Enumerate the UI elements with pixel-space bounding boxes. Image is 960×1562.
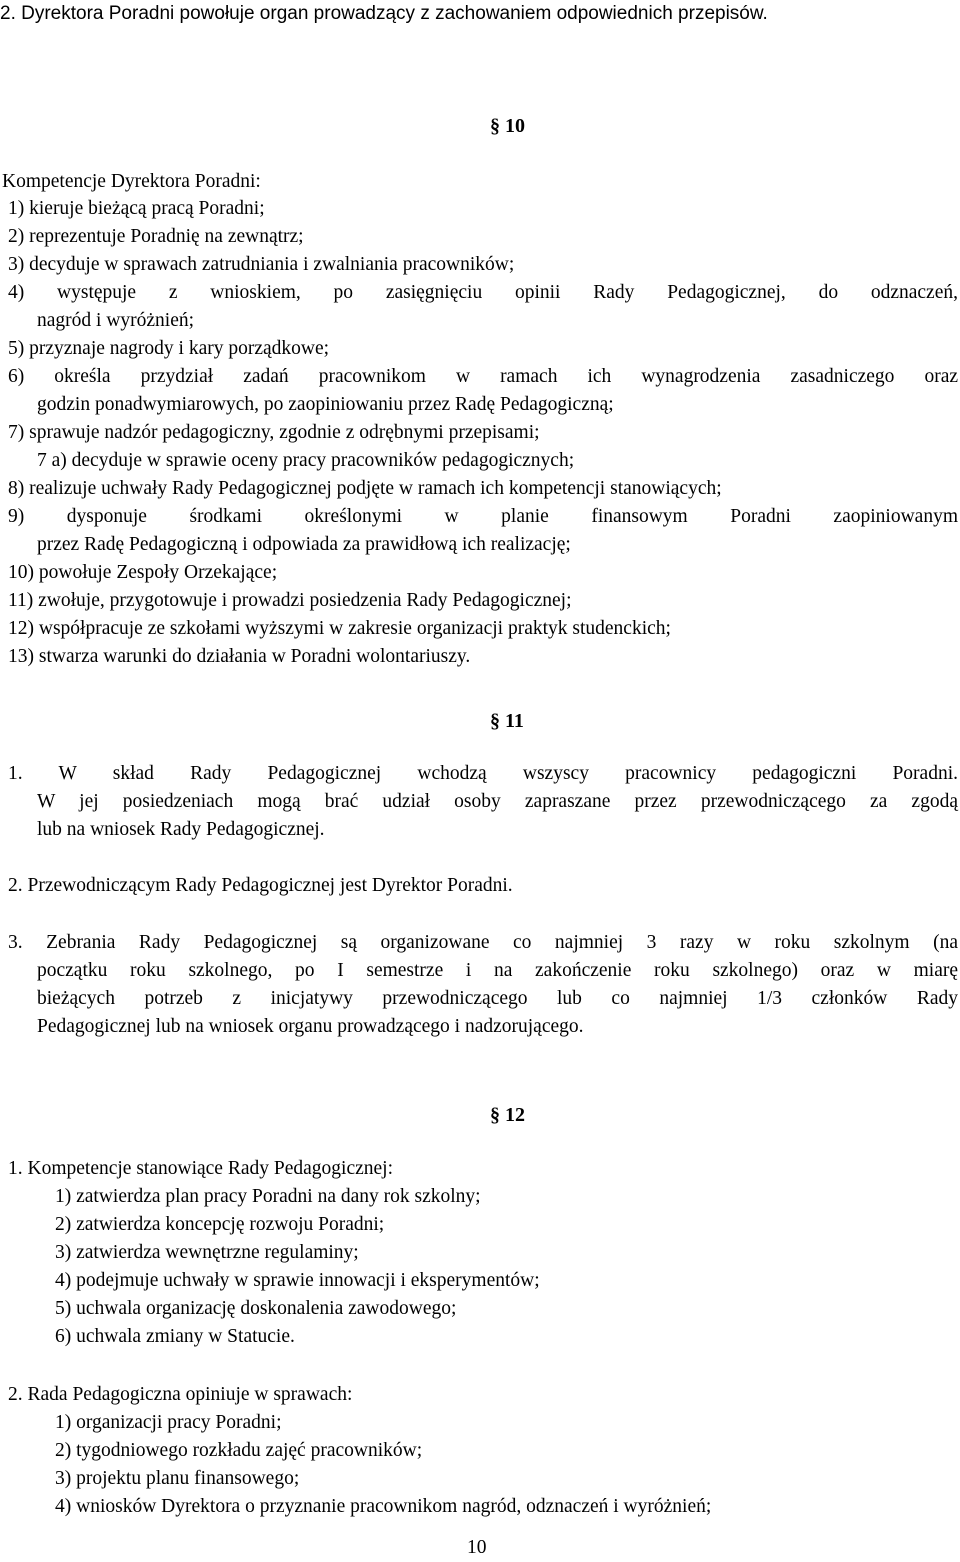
s12-para-2-item-4: 4) wniosków Dyrektora o przyznanie pracownikom nagród, odznaczeń i wyróżnień; [55,1496,712,1517]
s11-para-2: 2. Przewodniczącym Rady Pedagogicznej jest Dyrektor Poradni. [8,875,513,896]
s10-item-8: 8) realizuje uchwały Rady Pedagogicznej podjęte w ramach ich kompetencji stanowiących; [8,478,722,499]
s10-item-12: 12) współpracuje ze szkołami wyższymi w zakresie organizacji praktyk studenckich; [8,618,671,639]
s12-para-2-item-3: 3) projektu planu finansowego; [55,1468,300,1489]
s12-para-1-item-2: 2) zatwierdza koncepcję rozwoju Poradni; [55,1214,385,1235]
s10-item-2: 2) reprezentuje Poradnię na zewnątrz; [8,226,304,247]
s11-para-1-line3: lub na wniosek Rady Pedagogicznej. [37,819,325,840]
s10-item-11: 11) zwołuje, przygotowuje i prowadzi posiedzenia Rady Pedagogicznej; [8,590,572,611]
s11-para-1-line1: 1. W skład Rady Pedagogicznej wchodzą wszyscy pracownicy pedagogiczni Poradni. [8,763,958,784]
s10-item-7: 7) sprawuje nadzór pedagogiczny, zgodnie z odrębnymi przepisami; [8,422,540,443]
s10-item-6-line2: godzin ponadwymiarowych, po zaopiniowaniu przez Radę Pedagogiczną; [37,394,614,415]
section-12-heading: § 12 [490,1104,525,1126]
s12-para-1: 1. Kompetencje stanowiące Rady Pedagogicznej: [8,1158,393,1179]
s12-para-1-item-4: 4) podejmuje uchwały w sprawie innowacji i eksperymentów; [55,1270,540,1291]
s10-item-9-line1: 9) dysponuje środkami określonymi w planie finansowym Poradni zaopiniowanym [8,506,958,527]
s10-intro: Kompetencje Dyrektora Poradni: [2,171,261,192]
s12-para-1-item-6: 6) uchwala zmiany w Statucie. [55,1326,295,1347]
s10-item-13: 13) stwarza warunki do działania w Poradni wolontariuszy. [8,646,471,667]
s12-para-1-item-5: 5) uchwala organizację doskonalenia zawodowego; [55,1298,457,1319]
s11-para-3-line3: bieżących potrzeb z inicjatywy przewodniczącego lub co najmniej 1/3 członków Rady [37,988,958,1009]
s12-para-1-item-1: 1) zatwierdza plan pracy Poradni na dany rok szkolny; [55,1186,481,1207]
s10-item-4-line2: nagród i wyróżnień; [37,310,195,331]
s10-item-10: 10) powołuje Zespoły Orzekające; [8,562,278,583]
s10-item-7a: 7 a) decyduje w sprawie oceny pracy pracowników pedagogicznych; [37,450,575,471]
section-11-heading: § 11 [490,710,524,732]
s10-item-1: 1) kieruje bieżącą pracą Poradni; [8,198,265,219]
s10-item-5: 5) przyznaje nagrody i kary porządkowe; [8,338,330,359]
s11-para-3-line4: Pedagogicznej lub na wniosek organu prowadzącego i nadzorującego. [37,1016,584,1037]
s12-para-2-item-2: 2) tygodniowego rozkładu zajęć pracowników; [55,1440,423,1461]
s10-item-3: 3) decyduje w sprawach zatrudniania i zwalniania pracowników; [8,254,515,275]
s12-para-2-item-1: 1) organizacji pracy Poradni; [55,1412,282,1433]
section-10-heading: § 10 [490,115,525,137]
s10-item-4-line1: 4) występuje z wnioskiem, po zasięgnięciu opinii Rady Pedagogicznej, do odznaczeń, [8,282,958,303]
page-number: 10 [467,1537,487,1558]
top-paragraph: 2. Dyrektora Poradni powołuje organ prowadzący z zachowaniem odpowiednich przepisów. [0,3,768,24]
s10-item-9-line2: przez Radę Pedagogiczną i odpowiada za prawidłową ich realizację; [37,534,571,555]
s10-item-6-line1: 6) określa przydział zadań pracownikom w ramach ich wynagrodzenia zasadniczego oraz [8,366,958,387]
s11-para-3-line1: 3. Zebrania Rady Pedagogicznej są organizowane co najmniej 3 razy w roku szkolnym (na [8,932,958,953]
s12-para-1-item-3: 3) zatwierdza wewnętrzne regulaminy; [55,1242,359,1263]
s11-para-3-line2: początku roku szkolnego, po I semestrze i na zakończenie roku szkolnego) oraz w miarę [37,960,958,981]
s11-para-1-line2: W jej posiedzeniach mogą brać udział osoby zapraszane przez przewodniczącego za zgodą [37,791,958,812]
s12-para-2: 2. Rada Pedagogiczna opiniuje w sprawach: [8,1384,353,1405]
